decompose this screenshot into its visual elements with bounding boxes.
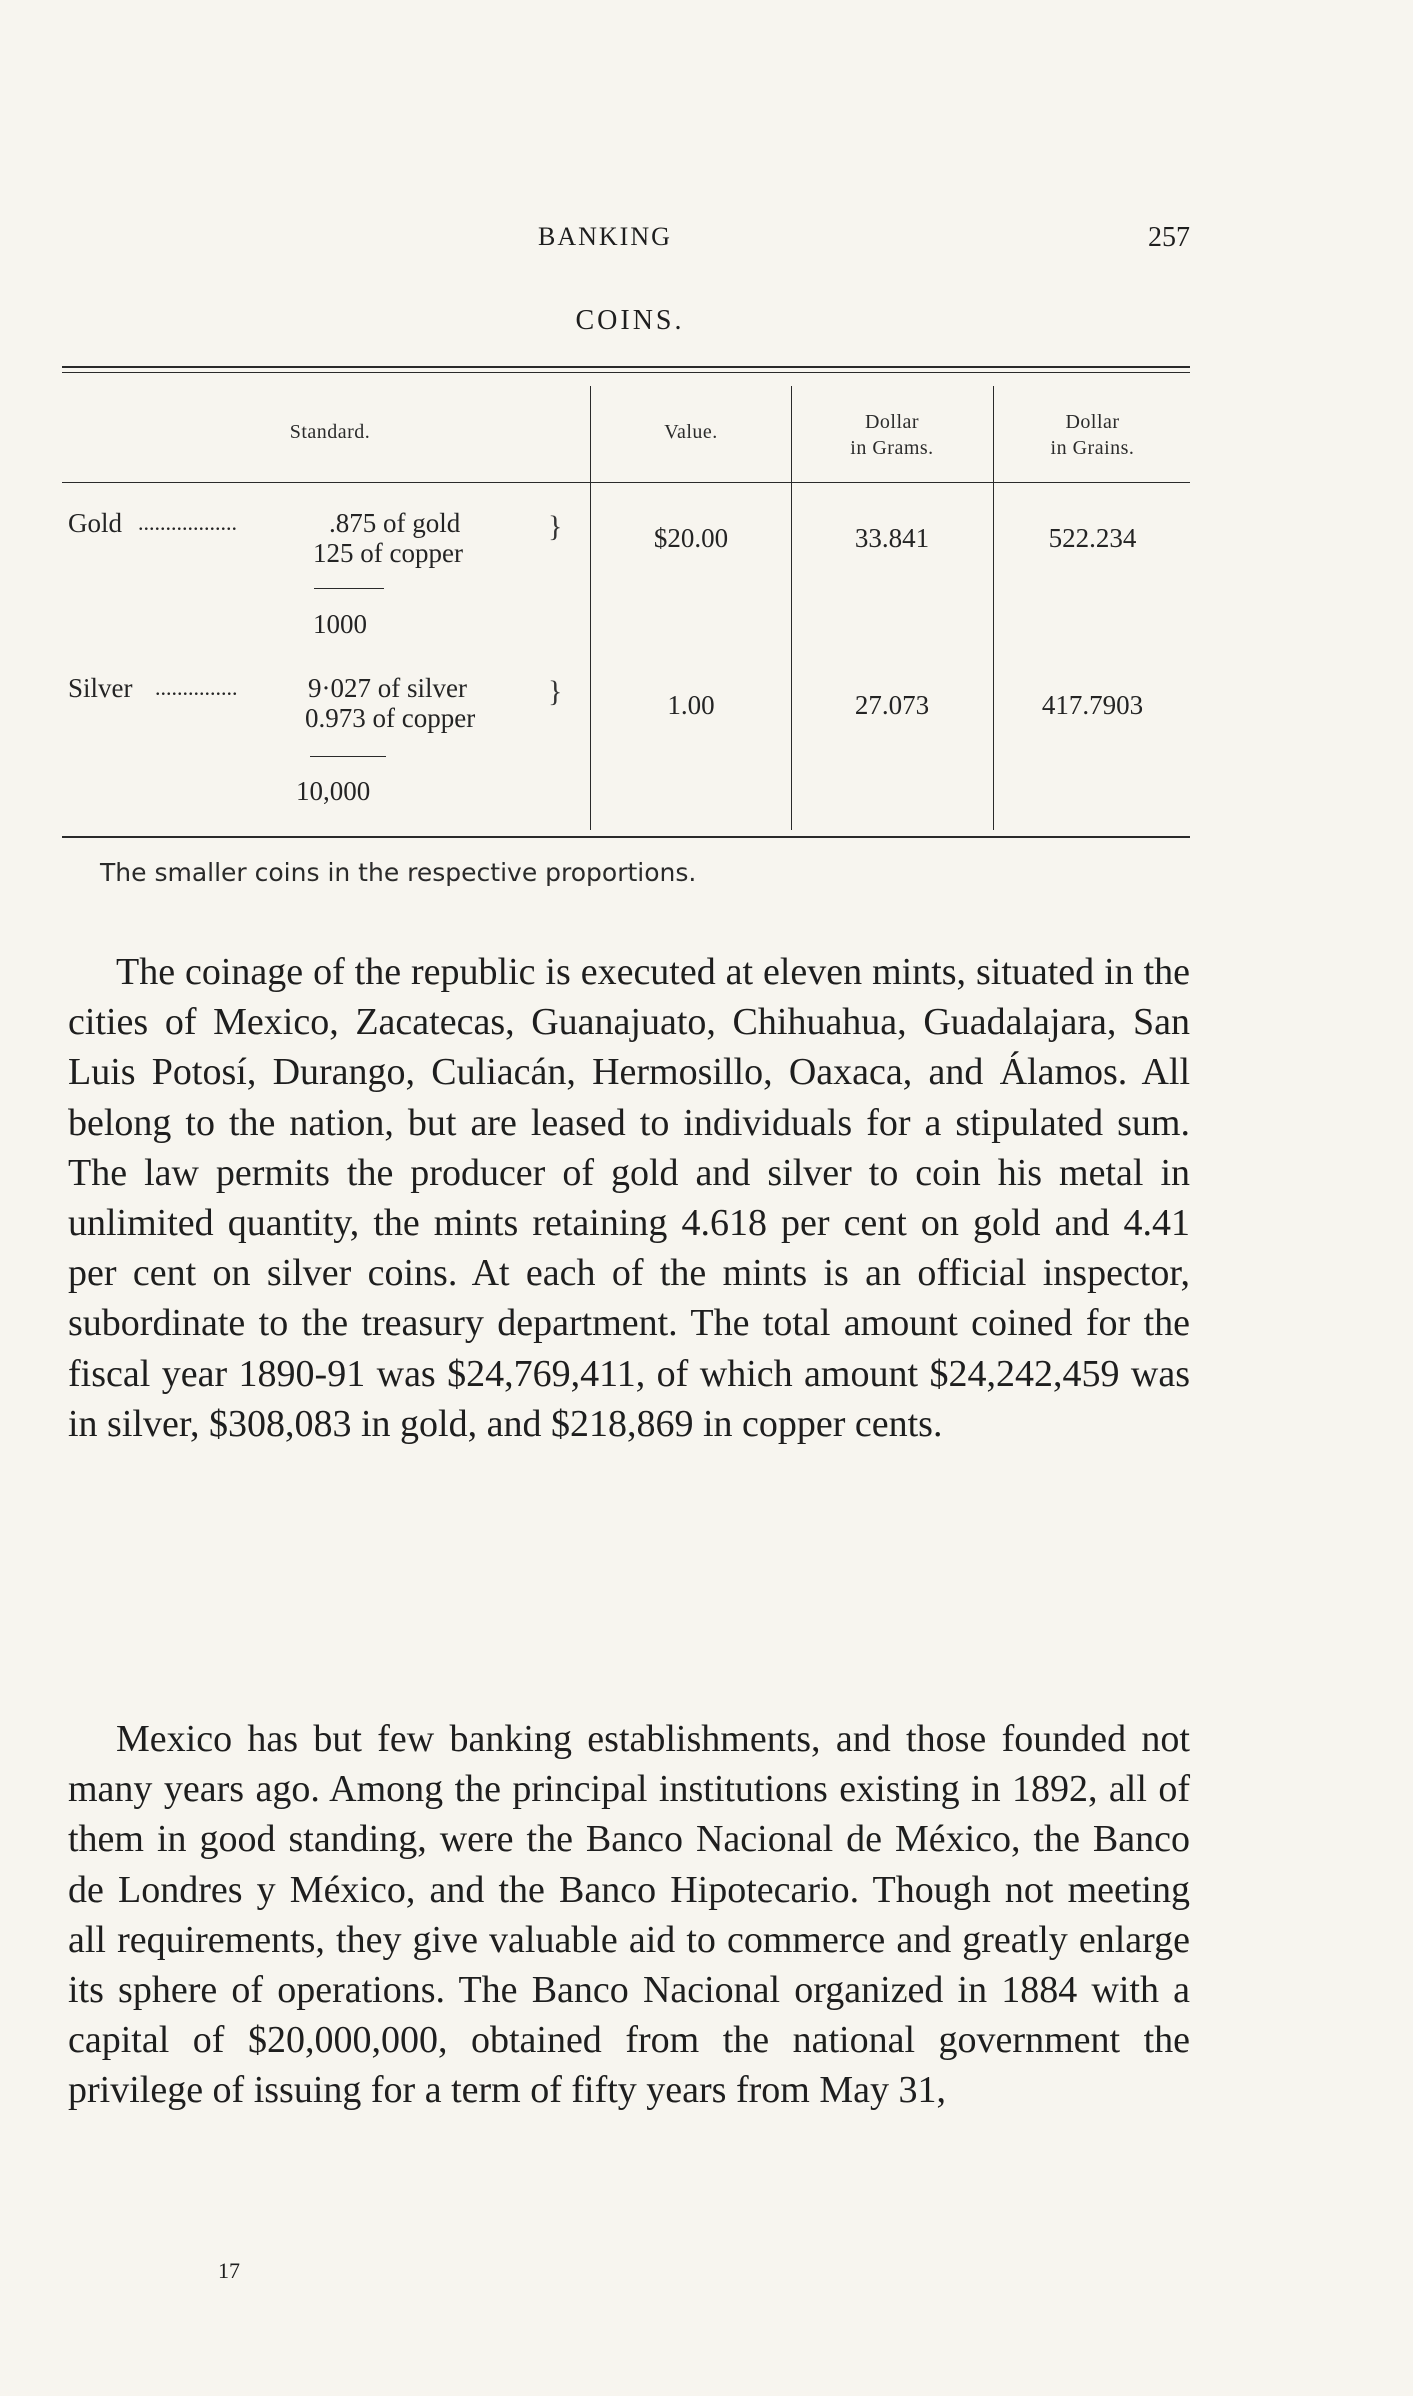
header-dollar-grains-bottom: in Grains.	[1050, 437, 1135, 459]
table-bottom-rule	[62, 836, 1190, 838]
header-dollar-grams-bottom: in Grams.	[850, 437, 934, 459]
leader-dots: ..................	[138, 510, 237, 535]
alloy-total: 10,000	[296, 776, 371, 806]
body-paragraph-banking: Mexico has but few banking establishments, and those founded not many years ago. Among the principal institutions existing in 1892, all of them in good standing, were the Banco Nacional de México, the Banco de Londres y México, and the Banco Hipotecario. Though not meeting all requirements, they give valuable aid to commerce and greatly enlarge its sphere of operations. The Banco Nacional organized in 1884 with a capital of $20,000,000, obtained from the national government the privilege of issuing for a term of fifty years from May 31,	[68, 1718, 1190, 2112]
sum-rule	[310, 756, 386, 757]
page-number: 257	[1148, 222, 1190, 253]
running-header	[60, 222, 1200, 262]
table-title: COINS.	[575, 305, 685, 336]
dollar-in-grains: 522.234	[1048, 523, 1137, 553]
metal-label: Gold	[68, 508, 122, 538]
brace-icon: }	[548, 675, 563, 708]
column-divider	[993, 386, 994, 830]
coin-value: 1.00	[667, 690, 715, 720]
signature-mark: 17	[218, 2258, 240, 2283]
header-bottom-rule	[62, 482, 1190, 483]
header-dollar-grains-top: Dollar	[1065, 411, 1120, 433]
column-divider	[791, 386, 792, 830]
dollar-in-grams: 27.073	[854, 690, 930, 720]
table-top-rule	[62, 366, 1190, 368]
header-value: Value.	[664, 421, 718, 443]
leader-dots: ...............	[155, 675, 238, 700]
dollar-in-grains: 417.7903	[1041, 690, 1144, 720]
coin-value: $20.00	[653, 523, 729, 553]
sum-rule	[314, 588, 384, 589]
table-note: The smaller coins in the respective proportions.	[100, 858, 697, 887]
alloy-line-1: 9·027 of silver	[308, 673, 467, 703]
alloy-line-2: 125 of copper	[313, 538, 463, 568]
metal-label: Silver	[68, 673, 133, 703]
header-dollar-grams-top: Dollar	[864, 411, 920, 433]
header-standard: Standard.	[289, 421, 371, 443]
table-top-rule-thin	[62, 372, 1190, 373]
alloy-total: 1000	[313, 609, 367, 639]
alloy-line-2: 0.973 of copper	[305, 703, 476, 733]
running-title: BANKING	[538, 222, 672, 251]
body-paragraph-coinage: The coinage of the republic is executed at eleven mints, situated in the cities of Mexico, Zacatecas, Guanajuato, Chihuahua, Guadalajara, San Luis Potosí, Durango, Culiacán, Hermosillo, Oaxaca, and Álamos. All belong to the nation, but are leased to individuals for a stipulated sum. The law permits the producer of gold and silver to coin his metal in unlimited quantity, the mints retaining 4.618 per cent on gold and 4.41 per cent on silver coins. At each of the mints is an official inspector, subordinate to the treasury department. The total amount coined for the fiscal year 1890-91 was $24,769,411, of which amount $24,242,459 was in silver, $308,083 in gold, and $218,869 in copper cents.	[68, 951, 1190, 1445]
alloy-line-1: .875 of gold	[329, 508, 461, 538]
dollar-in-grams: 33.841	[854, 523, 930, 553]
brace-icon: }	[548, 510, 563, 543]
column-divider	[590, 386, 591, 830]
